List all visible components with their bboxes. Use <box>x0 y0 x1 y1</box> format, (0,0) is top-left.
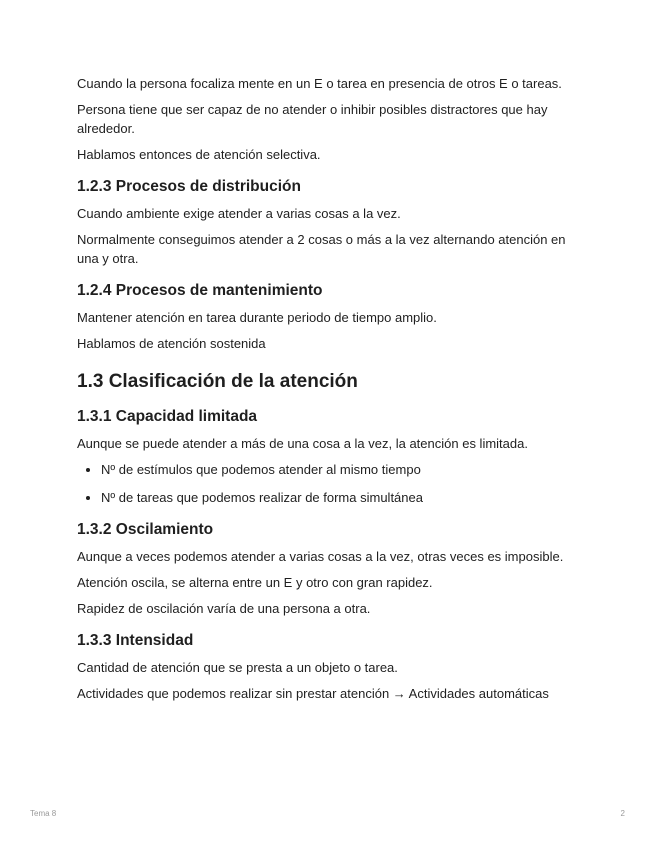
paragraph: Mantener atención en tarea durante periodo de tiempo amplio. <box>77 310 437 325</box>
footer-title: Tema 8 <box>30 809 57 818</box>
paragraph: Aunque a veces podemos atender a varias cosas a la vez, otras veces es imposible. <box>77 549 564 564</box>
paragraph: Rapidez de oscilación varía de una persona a otra. <box>77 601 371 616</box>
heading-1-3: 1.3 Clasificación de la atención <box>77 371 358 392</box>
paragraph: Cuando ambiente exige atender a varias cosas a la vez. <box>77 206 401 221</box>
heading-1-3-1: 1.3.1 Capacidad limitada <box>77 408 258 425</box>
paragraph: Normalmente conseguimos atender a 2 cosas o más a la vez alternando atención en una y otra. <box>77 232 566 266</box>
heading-1-3-2: 1.3.2 Oscilamiento <box>77 521 214 538</box>
list-item: • Nº de estímulos que podemos atender al mismo tiempo <box>101 460 587 479</box>
document-body <box>77 74 587 710</box>
paragraph: Actividades que podemos realizar sin prestar atención → Actividades automáticas <box>77 686 549 701</box>
page-number: 2 <box>620 809 625 818</box>
paragraph: Persona tiene que ser capaz de no atender o inhibir posibles distractores que hay alrededor. <box>77 102 548 136</box>
paragraph: Hablamos de atención sostenida <box>77 336 266 351</box>
bullet-list <box>77 460 587 507</box>
heading-1-2-4: 1.2.4 Procesos de mantenimiento <box>77 282 323 299</box>
paragraph: Cuando la persona focaliza mente en un E o tarea en presencia de otros E o tareas. <box>77 76 562 91</box>
list-item: • Nº de tareas que podemos realizar de forma simultánea <box>101 488 587 507</box>
paragraph: Cantidad de atención que se presta a un objeto o tarea. <box>77 660 398 675</box>
paragraph: Atención oscila, se alterna entre un E y otro con gran rapidez. <box>77 575 433 590</box>
heading-1-2-3: 1.2.3 Procesos de distribución <box>77 178 301 195</box>
heading-1-3-3: 1.3.3 Intensidad <box>77 632 194 649</box>
paragraph: Aunque se puede atender a más de una cosa a la vez, la atención es limitada. <box>77 436 528 451</box>
paragraph: Hablamos entonces de atención selectiva. <box>77 147 321 162</box>
